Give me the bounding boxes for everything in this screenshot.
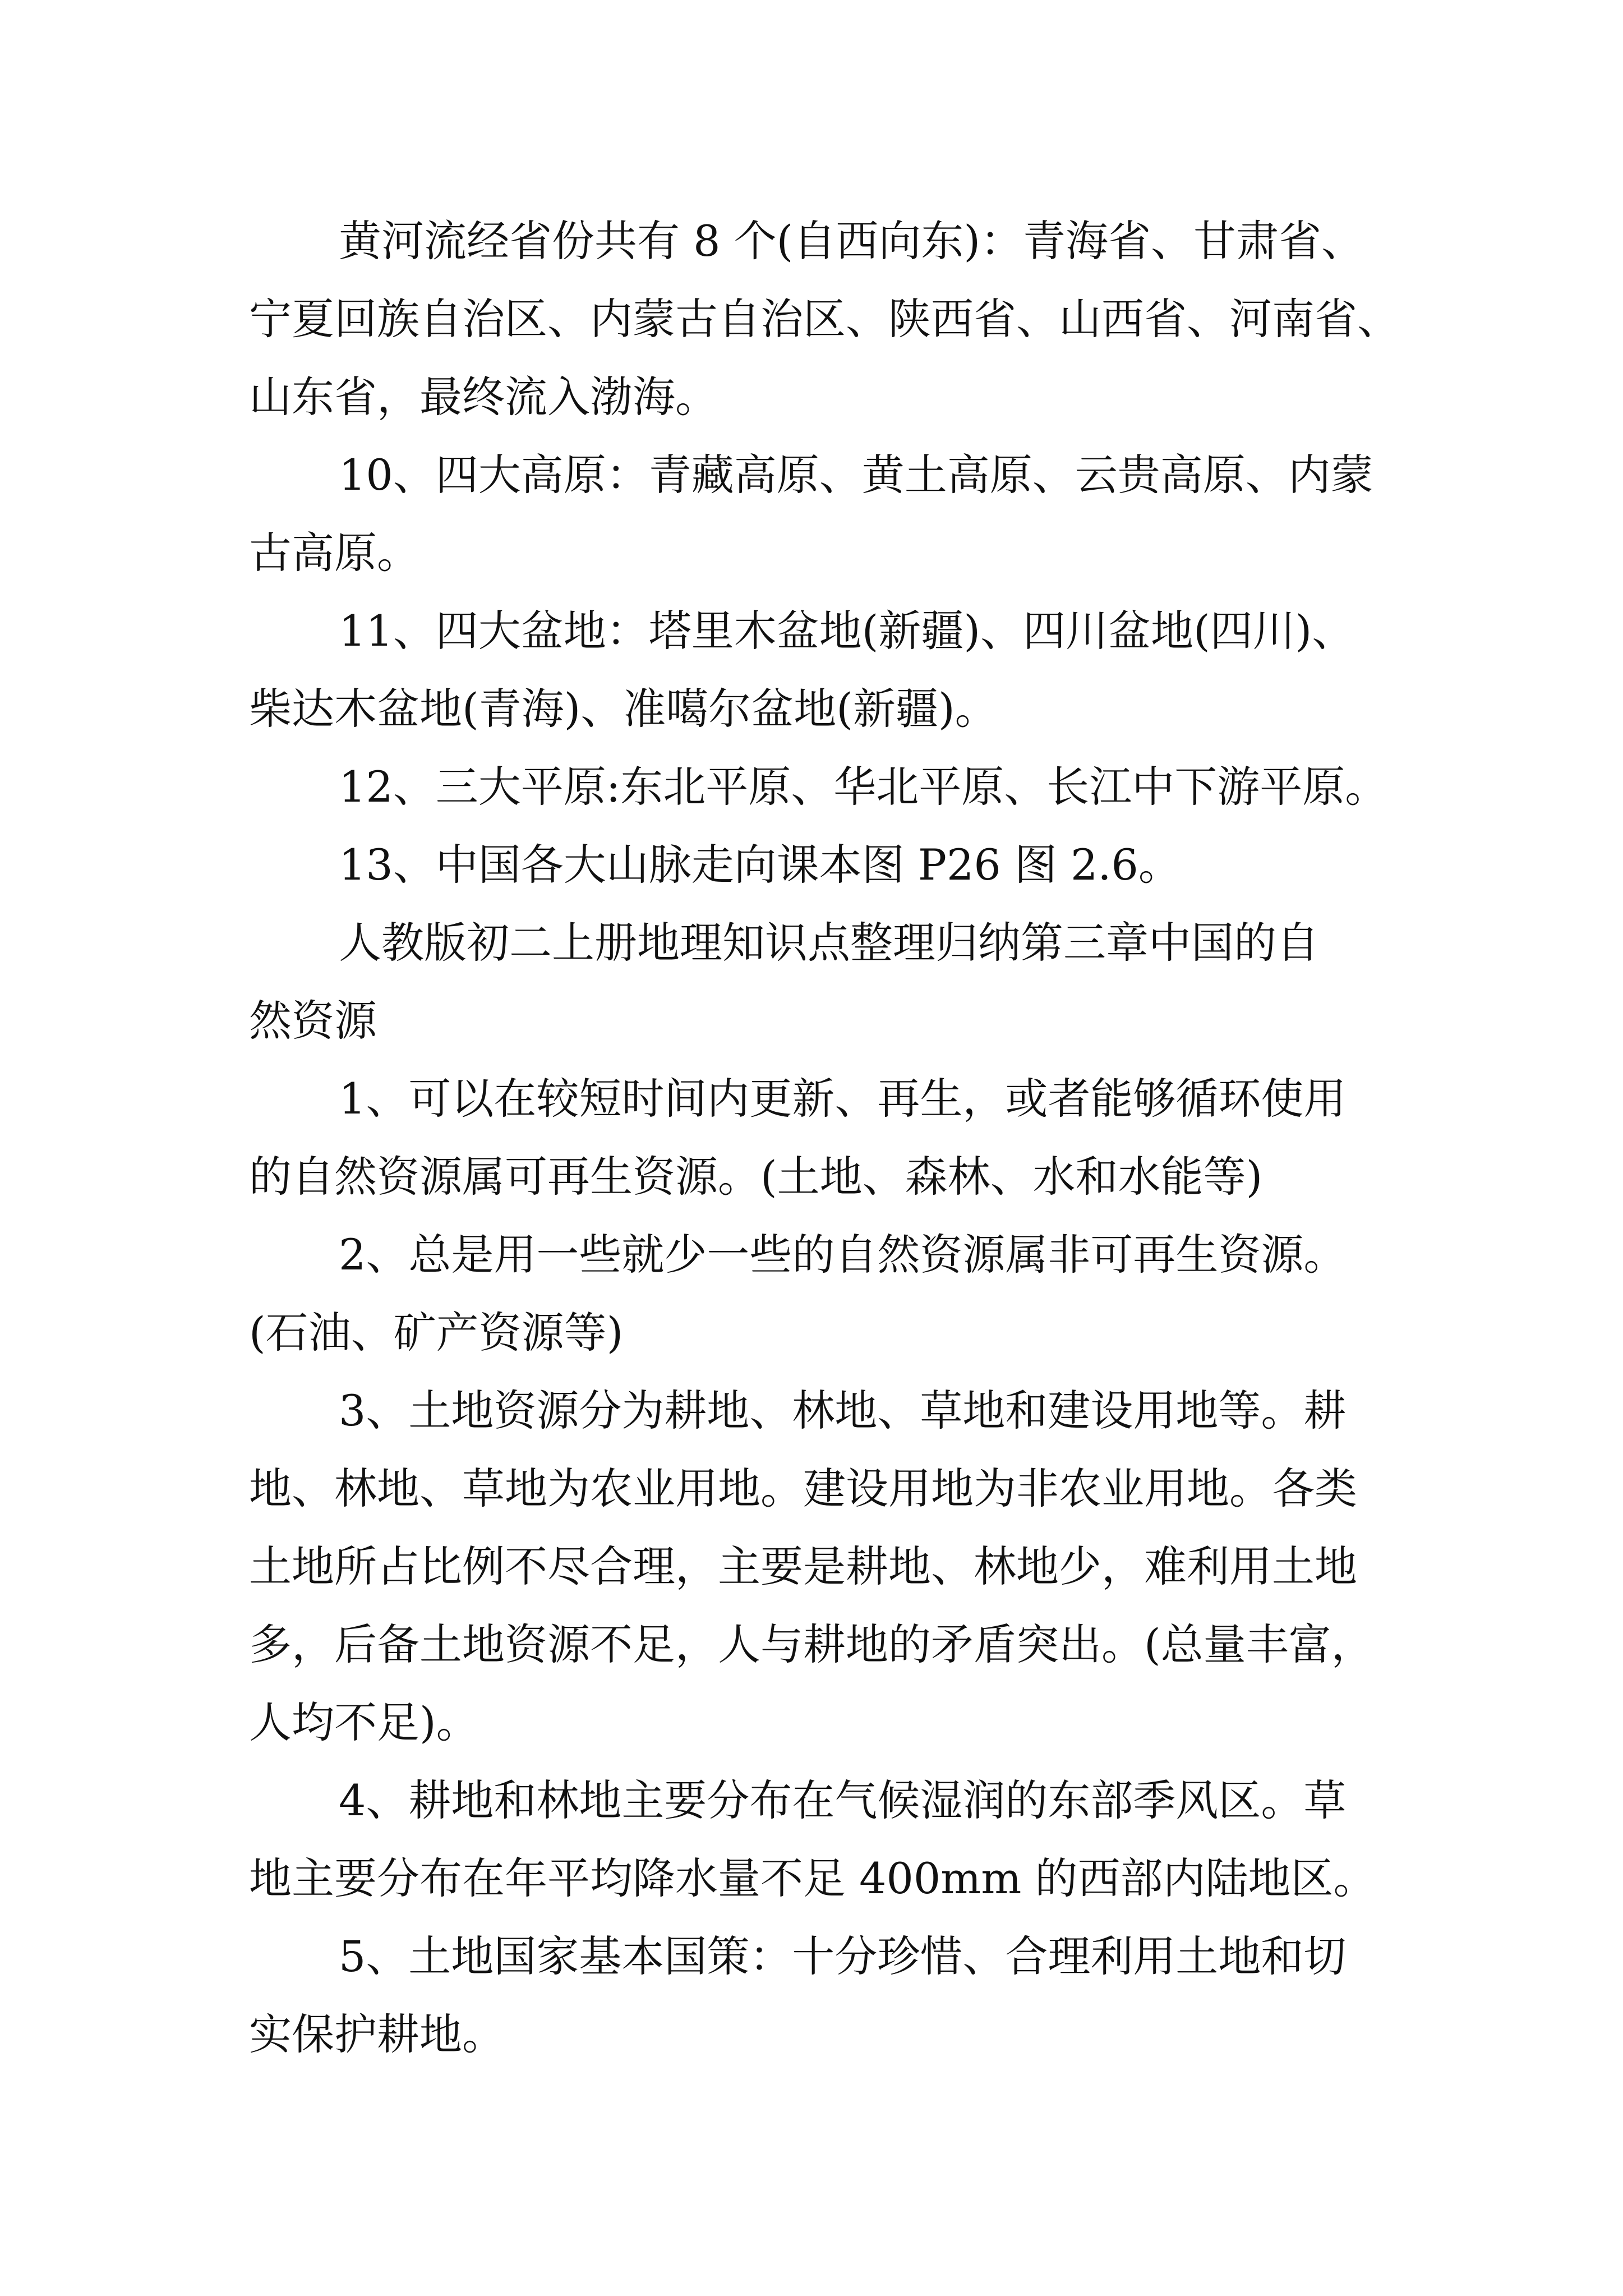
text-line: 11、四大盆地：塔里木盆地(新疆)、四川盆地(四川)、	[339, 606, 1355, 656]
text-line: 3、土地资源分为耕地、林地、草地和建设用地等。耕	[339, 1386, 1347, 1435]
text-line: 1、可以在较短时间内更新、再生，或者能够循环使用	[339, 1074, 1347, 1124]
text-line: 人教版初二上册地理知识点整理归纳第三章中国的自	[339, 918, 1319, 968]
text-line: 实保护耕地。	[249, 2009, 505, 2059]
text-line: 13、中国各大山脉走向课本图 P26 图 2.6。	[339, 840, 1181, 890]
text-line: 地、林地、草地为农业用地。建设用地为非农业用地。各类	[249, 1464, 1357, 1513]
text-line: 地主要分布在年平均降水量不足 400mm 的西部内陆地区。	[249, 1853, 1376, 1903]
text-line: 然资源	[249, 996, 377, 1046]
text-line: 10、四大高原：青藏高原、黄土高原、云贵高原、内蒙	[339, 450, 1373, 500]
text-line: 古高原。	[249, 528, 419, 578]
text-line: (石油、矿产资源等)	[249, 1308, 624, 1358]
text-line: 宁夏回族自治区、内蒙古自治区、陕西省、山西省、河南省、	[249, 294, 1400, 344]
text-line: 4、耕地和林地主要分布在气候湿润的东部季风区。草	[339, 1775, 1347, 1825]
text-line: 黄河流经省份共有 8 个(自西向东)：青海省、甘肃省、	[339, 216, 1364, 266]
text-line: 人均不足)。	[249, 1697, 479, 1747]
text-line: 2、总是用一些就少一些的自然资源属非可再生资源。	[339, 1230, 1347, 1280]
text-line: 柴达木盆地(青海)、准噶尔盆地(新疆)。	[249, 684, 998, 734]
text-line: 土地所占比例不尽合理，主要是耕地、林地少，难利用土地	[249, 1542, 1357, 1591]
text-line: 多，后备土地资源不足，人与耕地的矛盾突出。(总量丰富，	[249, 1619, 1374, 1669]
text-line: 12、三大平原:东北平原、华北平原、长江中下游平原。	[339, 762, 1388, 812]
text-line: 山东省，最终流入渤海。	[249, 372, 718, 422]
text-line: 的自然资源属可再生资源。(土地、森林、水和水能等)	[249, 1152, 1263, 1202]
text-line: 5、土地国家基本国策：十分珍惜、合理利用土地和切	[339, 1931, 1347, 1981]
